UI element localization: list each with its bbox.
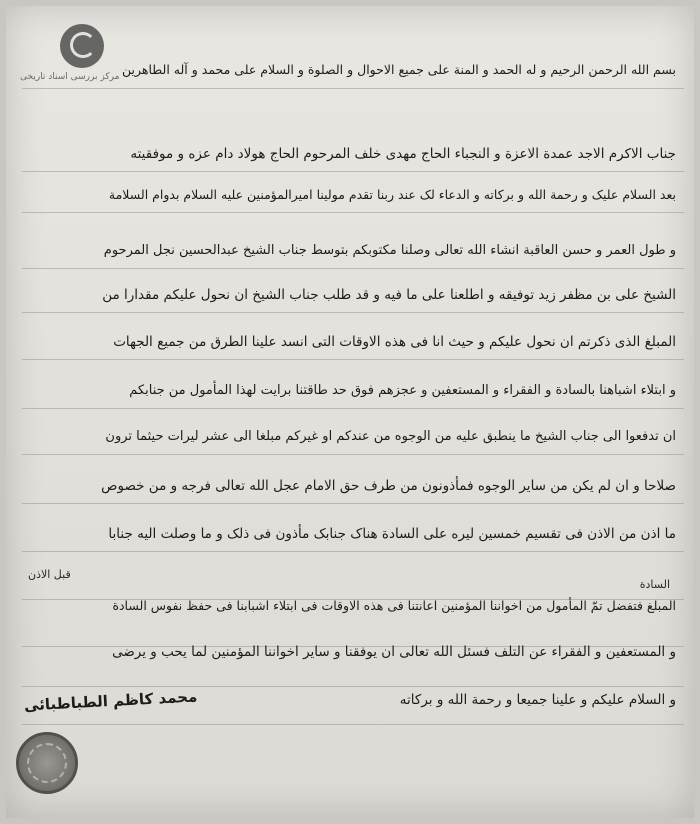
ruled-line xyxy=(22,551,684,552)
letter-line: المبلغ فتفضل تمّ المأمول من اخواننا المؤمنین اعانتنا فی هذه الاوقات فی ابتلاء اشبابنا فی حفظ نفوس السادة xyxy=(112,598,676,613)
ruled-line xyxy=(22,312,684,313)
ruled-line xyxy=(22,88,684,89)
letter-line: و ابتلاء اشباهنا بالسادة و الفقراء و المستعفین و عجزهم فوق حد طاقتنا برایت لهذا المأمول من جنابکم xyxy=(129,383,676,398)
ruled-line xyxy=(22,503,684,504)
letter-line: بسم الله الرحمن الرحیم و له الحمد و المنة علی جمیع الاحوال و الصلوة و السلام علی محمد و آله الطاهرین xyxy=(121,62,676,77)
margin-note: قبل الاذن xyxy=(28,568,71,581)
letter-line: جناب الاکرم الاجد عمدة الاعزة و النجباء الحاج مهدی خلف المرحوم الحاج هولاد دام عزه و موفقیته xyxy=(130,146,676,162)
ruled-line xyxy=(22,268,684,269)
archive-logo xyxy=(20,24,120,94)
ruled-line xyxy=(22,171,684,172)
ruled-line xyxy=(22,724,684,725)
letter-line: المبلغ الذی ذکرتم ان نحول علیکم و حیث انا فی هذه الاوقات التی انسد علینا الطرق من جمیع الجهات xyxy=(113,334,676,350)
letter-line: و طول العمر و حسن العاقبة انشاء الله تعالی وصلنا مکتوبکم بتوسط جناب الشیخ عبدالحسین نجل المرحوم xyxy=(103,243,676,258)
letter-line: الشیخ علی بن مظفر زید توفیقه و اطلعنا علی ما فیه و قد طلب جناب الشیخ ان نحول علیکم مقدارا من xyxy=(102,287,676,303)
seal-ring xyxy=(27,743,67,783)
ruled-line xyxy=(22,212,684,213)
letter-line: و السلام علیکم و علینا جمیعا و رحمة الله و برکاته xyxy=(399,692,676,708)
letter-line: و المستعفین و الفقراء عن التلف فسئل الله تعالی ان یوفقنا و سایر اخواننا المؤمنین لما یحب و یرضی xyxy=(112,644,676,660)
archive-logo-mark xyxy=(70,32,96,58)
margin-note: السادة xyxy=(639,578,670,591)
letter-line: بعد السلام علیک و رحمة الله و برکاته و الدعاء لک عند ربنا تقدم مولینا امیرالمؤمنین علیه السلام بدوام السلامة xyxy=(108,187,676,202)
ruled-line xyxy=(22,454,684,455)
letter-line: صلاحا و ان لم یکن من سایر الوجوه فمأذونون من طرف حق الامام عجل الله تعالی فرجه و من خصوص xyxy=(101,478,676,494)
ruled-line xyxy=(22,408,684,409)
ruled-line xyxy=(22,686,684,687)
letter-line: ما اذن من الاذن فی تقسیم خمسین لیره علی السادة هناک جنابک مأذون فی ذلک و ما وصلت الیه جنابا xyxy=(108,526,676,542)
letter-line: ان تدفعوا الی جناب الشیخ ما ینطبق علیه من الوجوه من عندکم او غیرکم مبلغا الی عشر لیرات حیثما ترون xyxy=(105,429,676,444)
watermark-text: مرکز بررسی اسناد تاریخی xyxy=(20,72,120,82)
document-page xyxy=(6,6,694,818)
seal-stamp xyxy=(16,732,78,794)
signature: محمد کاظم الطباطبائی xyxy=(23,687,198,715)
ruled-line xyxy=(22,359,684,360)
